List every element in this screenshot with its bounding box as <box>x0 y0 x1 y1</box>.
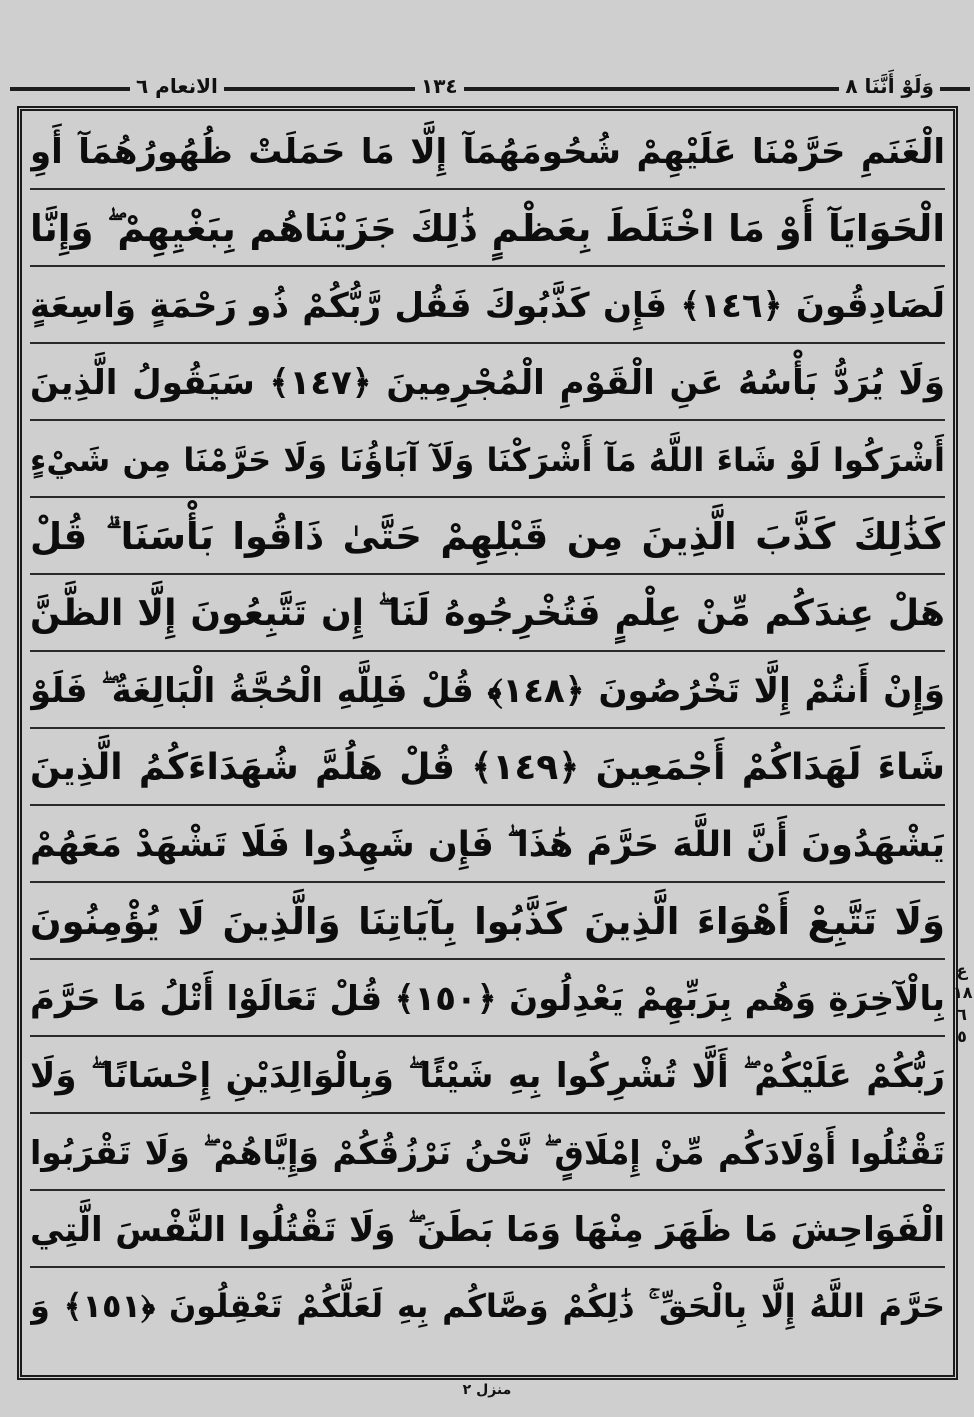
text-line-content: هَلْ عِندَكُم مِّنْ عِلْمٍ فَتُخْرِجُوهُ لَنَا ۖ إِن تَتَّبِعُونَ إِلَّا الظَّنَّ <box>30 592 945 634</box>
text-frame <box>17 106 958 1380</box>
text-line <box>30 731 945 806</box>
text-line-content: بِالْآخِرَةِ وَهُم بِرَبِّهِمْ يَعْدِلُونَ ﴿١٥٠﴾ قُلْ تَعَالَوْا أَتْلُ مَا حَرَّمَ <box>30 979 945 1019</box>
page-footer <box>0 1382 974 1398</box>
text-line-content: وَلَا تَتَّبِعْ أَهْوَاءَ الَّذِينَ كَذَّبُوا بِآيَاتِنَا وَالَّذِينَ لَا يُؤْمِنُونَ <box>30 900 945 943</box>
header-surah-name: الانعام ٦ <box>130 68 224 104</box>
text-lines <box>22 111 953 1375</box>
text-line <box>30 654 945 729</box>
text-line <box>30 1193 945 1268</box>
text-line-content: وَلَا يُرَدُّ بَأْسُهُ عَنِ الْقَوْمِ الْمُجْرِمِينَ ﴿١٤٧﴾ سَيَقُولُ الَّذِينَ <box>30 363 945 403</box>
text-line <box>30 1270 945 1343</box>
text-line-content: الْفَوَاحِشَ مَا ظَهَرَ مِنْهَا وَمَا بَطَنَ ۖ وَلَا تَقْتُلُوا النَّفْسَ الَّتِي <box>30 1209 945 1250</box>
text-line <box>30 423 945 498</box>
ruku-mark: ١٨ <box>953 983 973 1002</box>
ruku-mark: ع <box>956 961 968 980</box>
manzil-label: منزل ٢ <box>462 1382 512 1398</box>
text-line <box>30 500 945 575</box>
text-line <box>30 192 945 267</box>
page-header <box>10 68 970 104</box>
text-line <box>30 885 945 960</box>
header-page-number: ١٣٤ <box>415 68 464 104</box>
text-line-content: تَقْتُلُوا أَوْلَادَكُم مِّنْ إِمْلَاقٍ ۖ نَّحْنُ نَرْزُقُكُمْ وَإِيَّاهُمْ ۖ وَلَا تَقْرَبُوا <box>30 1132 945 1172</box>
text-line-content: الْغَنَمِ حَرَّمْنَا عَلَيْهِمْ شُحُومَهُمَآ إِلَّا مَا حَمَلَتْ ظُهُورُهُمَآ أَوِ <box>30 131 945 172</box>
ruku-margin-marker <box>953 962 971 1050</box>
text-line <box>30 577 945 652</box>
text-line <box>30 962 945 1037</box>
text-line <box>30 346 945 421</box>
text-line <box>30 1039 945 1114</box>
header-juz-name: وَلَوْ أَنَّنَا ٨ <box>839 68 940 104</box>
text-line <box>30 115 945 190</box>
text-line-content: كَذَٰلِكَ كَذَّبَ الَّذِينَ مِن قَبْلِهِمْ حَتَّىٰ ذَاقُوا بَأْسَنَا ۗ قُلْ <box>30 514 945 558</box>
ruku-mark: ٥ <box>957 1027 967 1046</box>
text-line-content: يَشْهَدُونَ أَنَّ اللَّهَ حَرَّمَ هَٰذَا ۖ فَإِن شَهِدُوا فَلَا تَشْهَدْ مَعَهُمْ <box>30 824 945 865</box>
text-line-content: حَرَّمَ اللَّهُ إِلَّا بِالْحَقِّ ۚ ذَٰلِكُمْ وَصَّاكُم بِهِ لَعَلَّكُمْ تَعْقِلُونَ ﴿١٥١﴾ وَ <box>30 1287 945 1325</box>
text-line <box>30 269 945 344</box>
text-line-content: لَصَادِقُونَ ﴿١٤٦﴾ فَإِن كَذَّبُوكَ فَقُل رَّبُّكُمْ ذُو رَحْمَةٍ وَاسِعَةٍ <box>30 286 945 326</box>
ruku-mark: ٦ <box>957 1005 967 1024</box>
text-line <box>30 1116 945 1191</box>
text-line <box>30 808 945 883</box>
text-line-content: أَشْرَكُوا لَوْ شَاءَ اللَّهُ مَآ أَشْرَكْنَا وَلَآ آبَاؤُنَا وَلَا حَرَّمْنَا مِن شَيْءٍ <box>30 440 945 479</box>
text-line-content: رَبُّكُمْ عَلَيْكُمْ ۖ أَلَّا تُشْرِكُوا بِهِ شَيْئًا ۖ وَبِالْوَالِدَيْنِ إِحْسَانًا ۖ وَلَا <box>30 1055 945 1096</box>
text-line-content: وَإِنْ أَنتُمْ إِلَّا تَخْرُصُونَ ﴿١٤٨﴾ قُلْ فَلِلَّهِ الْحُجَّةُ الْبَالِغَةُ ۖ فَلَوْ <box>30 671 945 711</box>
text-line-content: شَاءَ لَهَدَاكُمْ أَجْمَعِينَ ﴿١٤٩﴾ قُلْ هَلُمَّ شُهَدَاءَكُمُ الَّذِينَ <box>30 747 945 788</box>
text-line-content: الْحَوَايَآ أَوْ مَا اخْتَلَطَ بِعَظْمٍ ذَٰلِكَ جَزَيْنَاهُم بِبَغْيِهِمْ ۖ وَإِنَّا <box>30 206 945 250</box>
